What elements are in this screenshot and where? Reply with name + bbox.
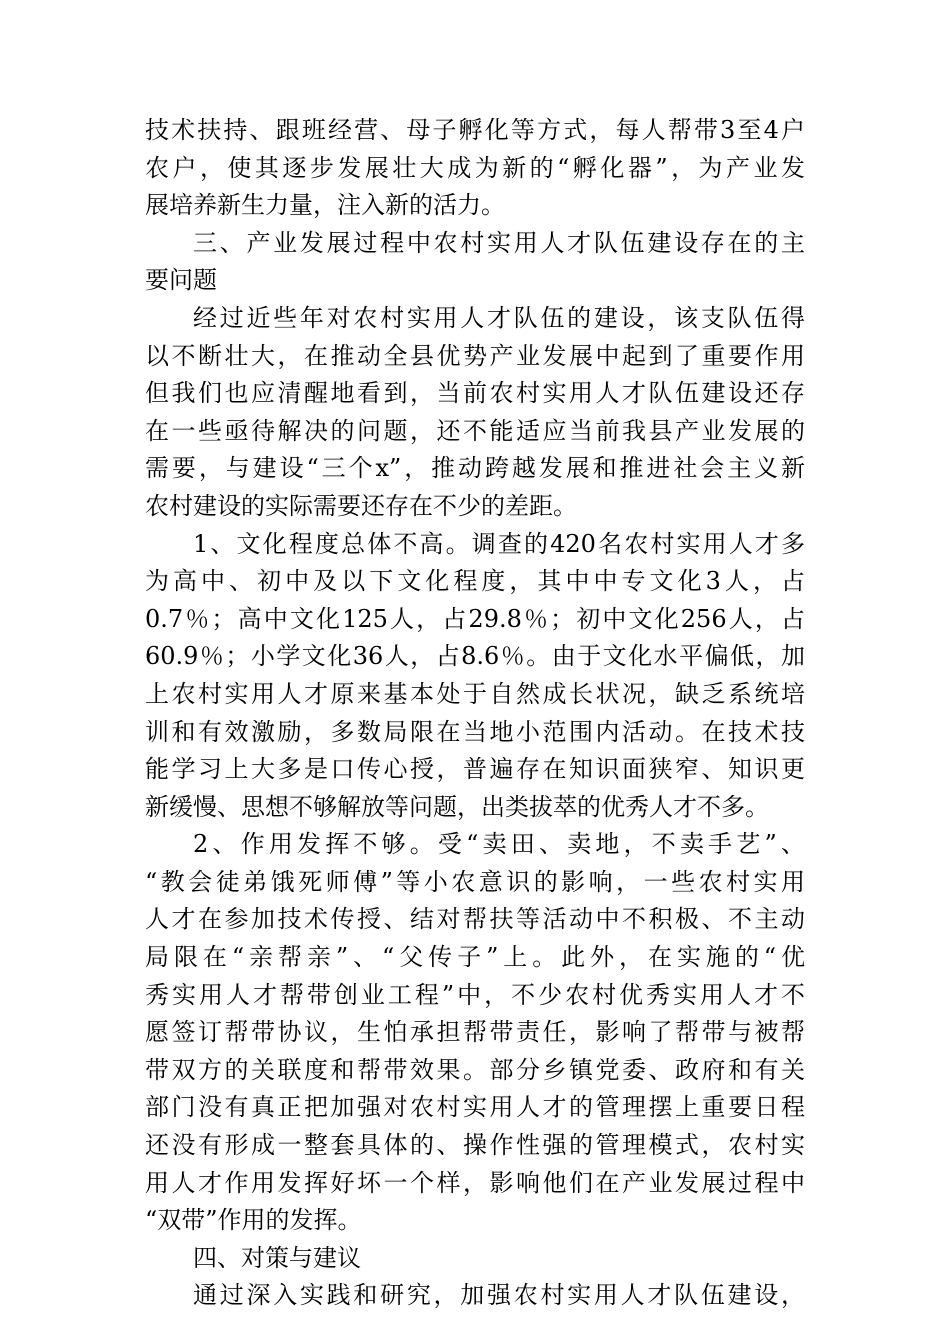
text-line: 能学习上大多是口传心授，普遍存在知识面狭窄、知识更 [145,755,805,784]
text-line: 经过近些年对农村实用人才队伍的建设，该支队伍得 [193,303,805,332]
text-line: 农村建设的实际需要还存在不少的差距。 [145,491,577,520]
body-paragraph [145,1277,805,1315]
text-line: 愿签订帮带协议，生怕承担帮带责任，影响了帮带与被帮 [145,1018,805,1047]
text-line: “双带”作用的发挥。 [145,1206,362,1235]
document-page [145,112,805,1315]
body-paragraph [145,526,805,827]
text-line: 人才在参加技术传授、结对帮扶等活动中不积极、不主动 [145,905,805,934]
text-line: 还没有形成一整套具体的、操作性强的管理模式，农村实 [145,1131,805,1160]
text-line: 但我们也应清醒地看到，当前农村实用人才队伍建设还存 [145,379,805,408]
text-line: 60.9％；小学文化36人，占8.6％。由于文化水平偏低，加 [145,642,805,671]
text-line: 新缓慢、思想不够解放等问题，出类拔萃的优秀人才不多。 [145,792,769,821]
text-line: 上农村实用人才原来基本处于自然成长状况，缺乏系统培 [145,679,805,708]
text-line: 要问题 [145,266,217,295]
text-line: 以不断壮大，在推动全县优势产业发展中起到了重要作用 [145,341,805,370]
text-line: 1、文化程度总体不高。调查的420名农村实用人才多 [193,529,805,558]
text-line: 四、对策与建议 [193,1243,361,1272]
body-paragraph [145,112,805,225]
body-paragraph [145,826,805,1240]
text-line: 部门没有真正把加强对农村实用人才的管理摆上重要日程 [145,1093,805,1122]
text-line: 0.7％；高中文化125人，占29.8％；初中文化256人，占 [145,604,805,633]
text-line: 2、作用发挥不够。受“卖田、卖地，不卖手艺”、 [193,830,805,859]
text-line: 局限在“亲帮亲”、“父传子”上。此外，在实施的“优 [145,943,805,972]
text-line: 用人才作用发挥好坏一个样，影响他们在产业发展过程中 [145,1168,805,1197]
section-heading [145,1240,805,1278]
text-line: 技术扶持、跟班经营、母子孵化等方式，每人帮带3至4户 [145,116,805,144]
text-line: 展培养新生力量，注入新的活力。 [145,191,505,220]
text-line: 通过深入实践和研究，加强农村实用人才队伍建设， [193,1281,805,1310]
text-line: 需要，与建设“三个x”，推动跨越发展和推进社会主义新 [145,454,805,483]
body-paragraph [145,300,805,526]
text-line: 秀实用人才帮带创业工程”中，不少农村优秀实用人才不 [145,980,805,1009]
text-line: “教会徒弟饿死师傅”等小农意识的影响，一些农村实用 [145,867,805,896]
text-line: 三、产业发展过程中农村实用人才队伍建设存在的主 [193,228,805,257]
text-line: 训和有效激励，多数局限在当地小范围内活动。在技术技 [145,717,805,746]
text-line: 农户，使其逐步发展壮大成为新的“孵化器”，为产业发 [145,153,805,182]
text-line: 带双方的关联度和帮带效果。部分乡镇党委、政府和有关 [145,1055,805,1084]
text-line: 在一些亟待解决的问题，还不能适应当前我县产业发展的 [145,416,805,445]
text-line: 为高中、初中及以下文化程度，其中中专文化3人，占 [145,567,805,596]
section-heading [145,225,805,300]
